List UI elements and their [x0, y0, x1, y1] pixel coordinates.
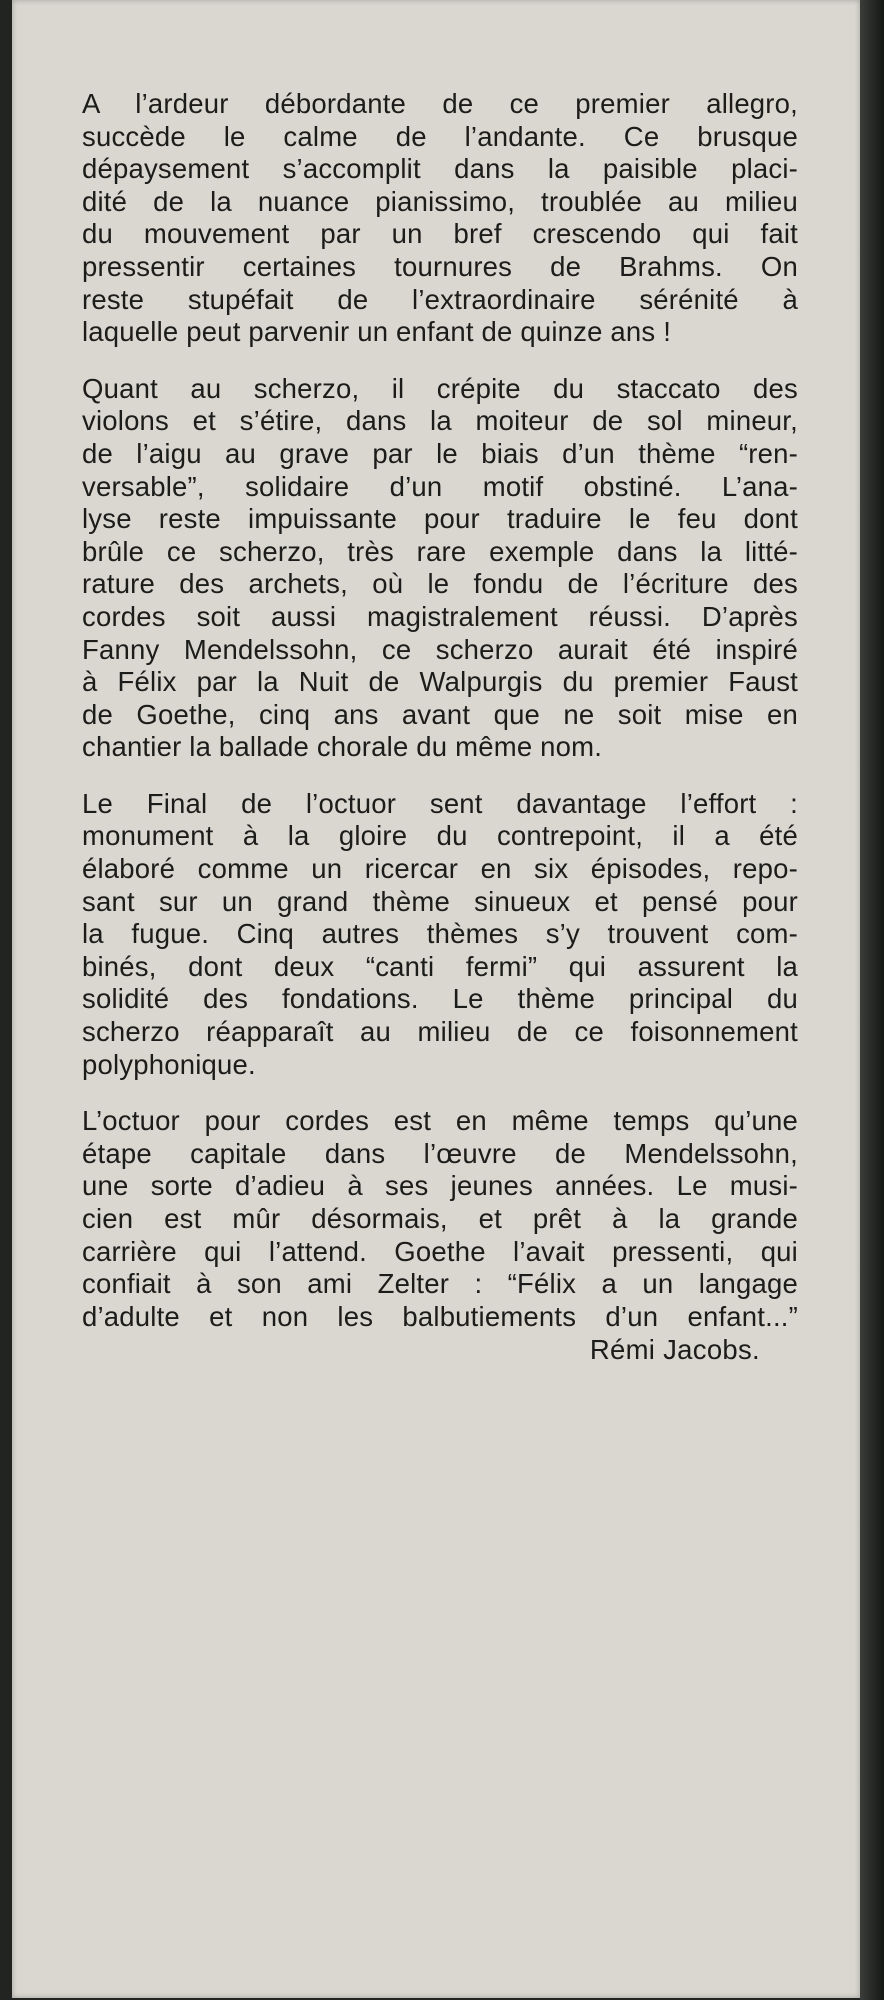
text-line: de l’aigu au grave par le biais d’un thème “ren-: [82, 437, 798, 469]
text-line: la fugue. Cinq autres thèmes s’y trouvent com-: [82, 918, 798, 950]
text-line: à Félix par la Nuit de Walpurgis du premier Faust: [82, 666, 798, 698]
text-line: pressentir certaines tournures de Brahms. On: [82, 250, 798, 282]
author-signature: Rémi Jacobs.: [589, 1334, 760, 1365]
text-line: dépaysement s’accomplit dans la paisible placi-: [82, 153, 798, 185]
text-line: une sorte d’adieu à ses jeunes années. Le musi-: [82, 1170, 798, 1202]
text-line: confiait à son ami Zelter : “Félix a un langage: [82, 1268, 798, 1300]
text-line: polyphonique.: [82, 1048, 256, 1080]
scan-edge: [860, 0, 884, 2000]
text-line: A l’ardeur débordante de ce premier allegro,: [82, 88, 798, 119]
text-line: lyse reste impuissante pour traduire le feu dont: [82, 503, 798, 535]
text-line: sant sur un grand thème sinueux et pensé pour: [82, 885, 798, 917]
paragraph-4: [82, 1105, 798, 1333]
text-line: solidité des fondations. Le thème principal du: [82, 983, 798, 1015]
text-line: élaboré comme un ricercar en six épisodes, repo-: [82, 853, 798, 885]
text-line: Fanny Mendelssohn, ce scherzo aurait été inspiré: [82, 633, 798, 665]
text-line: scherzo réapparaît au milieu de ce foisonnement: [82, 1016, 798, 1048]
text-line: du mouvement par un bref crescendo qui fait: [82, 218, 798, 250]
document-page: [12, 0, 860, 1998]
paragraph-2: [82, 373, 798, 764]
document-body: [82, 88, 798, 1357]
paragraph-3: [82, 788, 798, 1081]
text-line: cordes soit aussi magistralement réussi. D’après: [82, 600, 798, 632]
text-line: Le Final de l’octuor sent davantage l’effort :: [82, 787, 798, 819]
text-line: reste stupéfait de l’extraordinaire sérénité à: [82, 283, 798, 315]
text-line: cien est mûr désormais, et prêt à la grande: [82, 1203, 798, 1234]
paragraph-1: [82, 88, 798, 349]
text-line: laquelle peut parvenir un enfant de quinze ans !: [82, 316, 672, 348]
text-line: L’octuor pour cordes est en même temps qu’une: [82, 1105, 798, 1137]
text-line: étape capitale dans l’œuvre de Mendelssohn,: [82, 1137, 798, 1169]
text-line: Quant au scherzo, il crépite du staccato des: [82, 372, 798, 404]
text-line: brûle ce scherzo, très rare exemple dans la litté-: [82, 535, 798, 567]
text-line: succède le calme de l’andante. Ce brusque: [82, 120, 798, 152]
text-line: violons et s’étire, dans la moiteur de sol mineur,: [82, 405, 798, 437]
text-line: carrière qui l’attend. Goethe l’avait pressenti, qui: [82, 1235, 798, 1267]
text-line: dité de la nuance pianissimo, troublée au milieu: [82, 185, 798, 217]
text-line: binés, dont deux “canti fermi” qui assurent la: [82, 950, 798, 982]
text-line: monument à la gloire du contrepoint, il a été: [82, 820, 798, 852]
text-line: chantier la ballade chorale du même nom.: [82, 731, 603, 763]
text-line: d’adulte et non les balbutiements d’un enfant...”: [82, 1300, 798, 1332]
text-line: rature des archets, où le fondu de l’écriture des: [82, 568, 798, 600]
text-line: versable”, solidaire d’un motif obstiné. L’ana-: [82, 470, 798, 502]
text-line: de Goethe, cinq ans avant que ne soit mise en: [82, 698, 798, 730]
